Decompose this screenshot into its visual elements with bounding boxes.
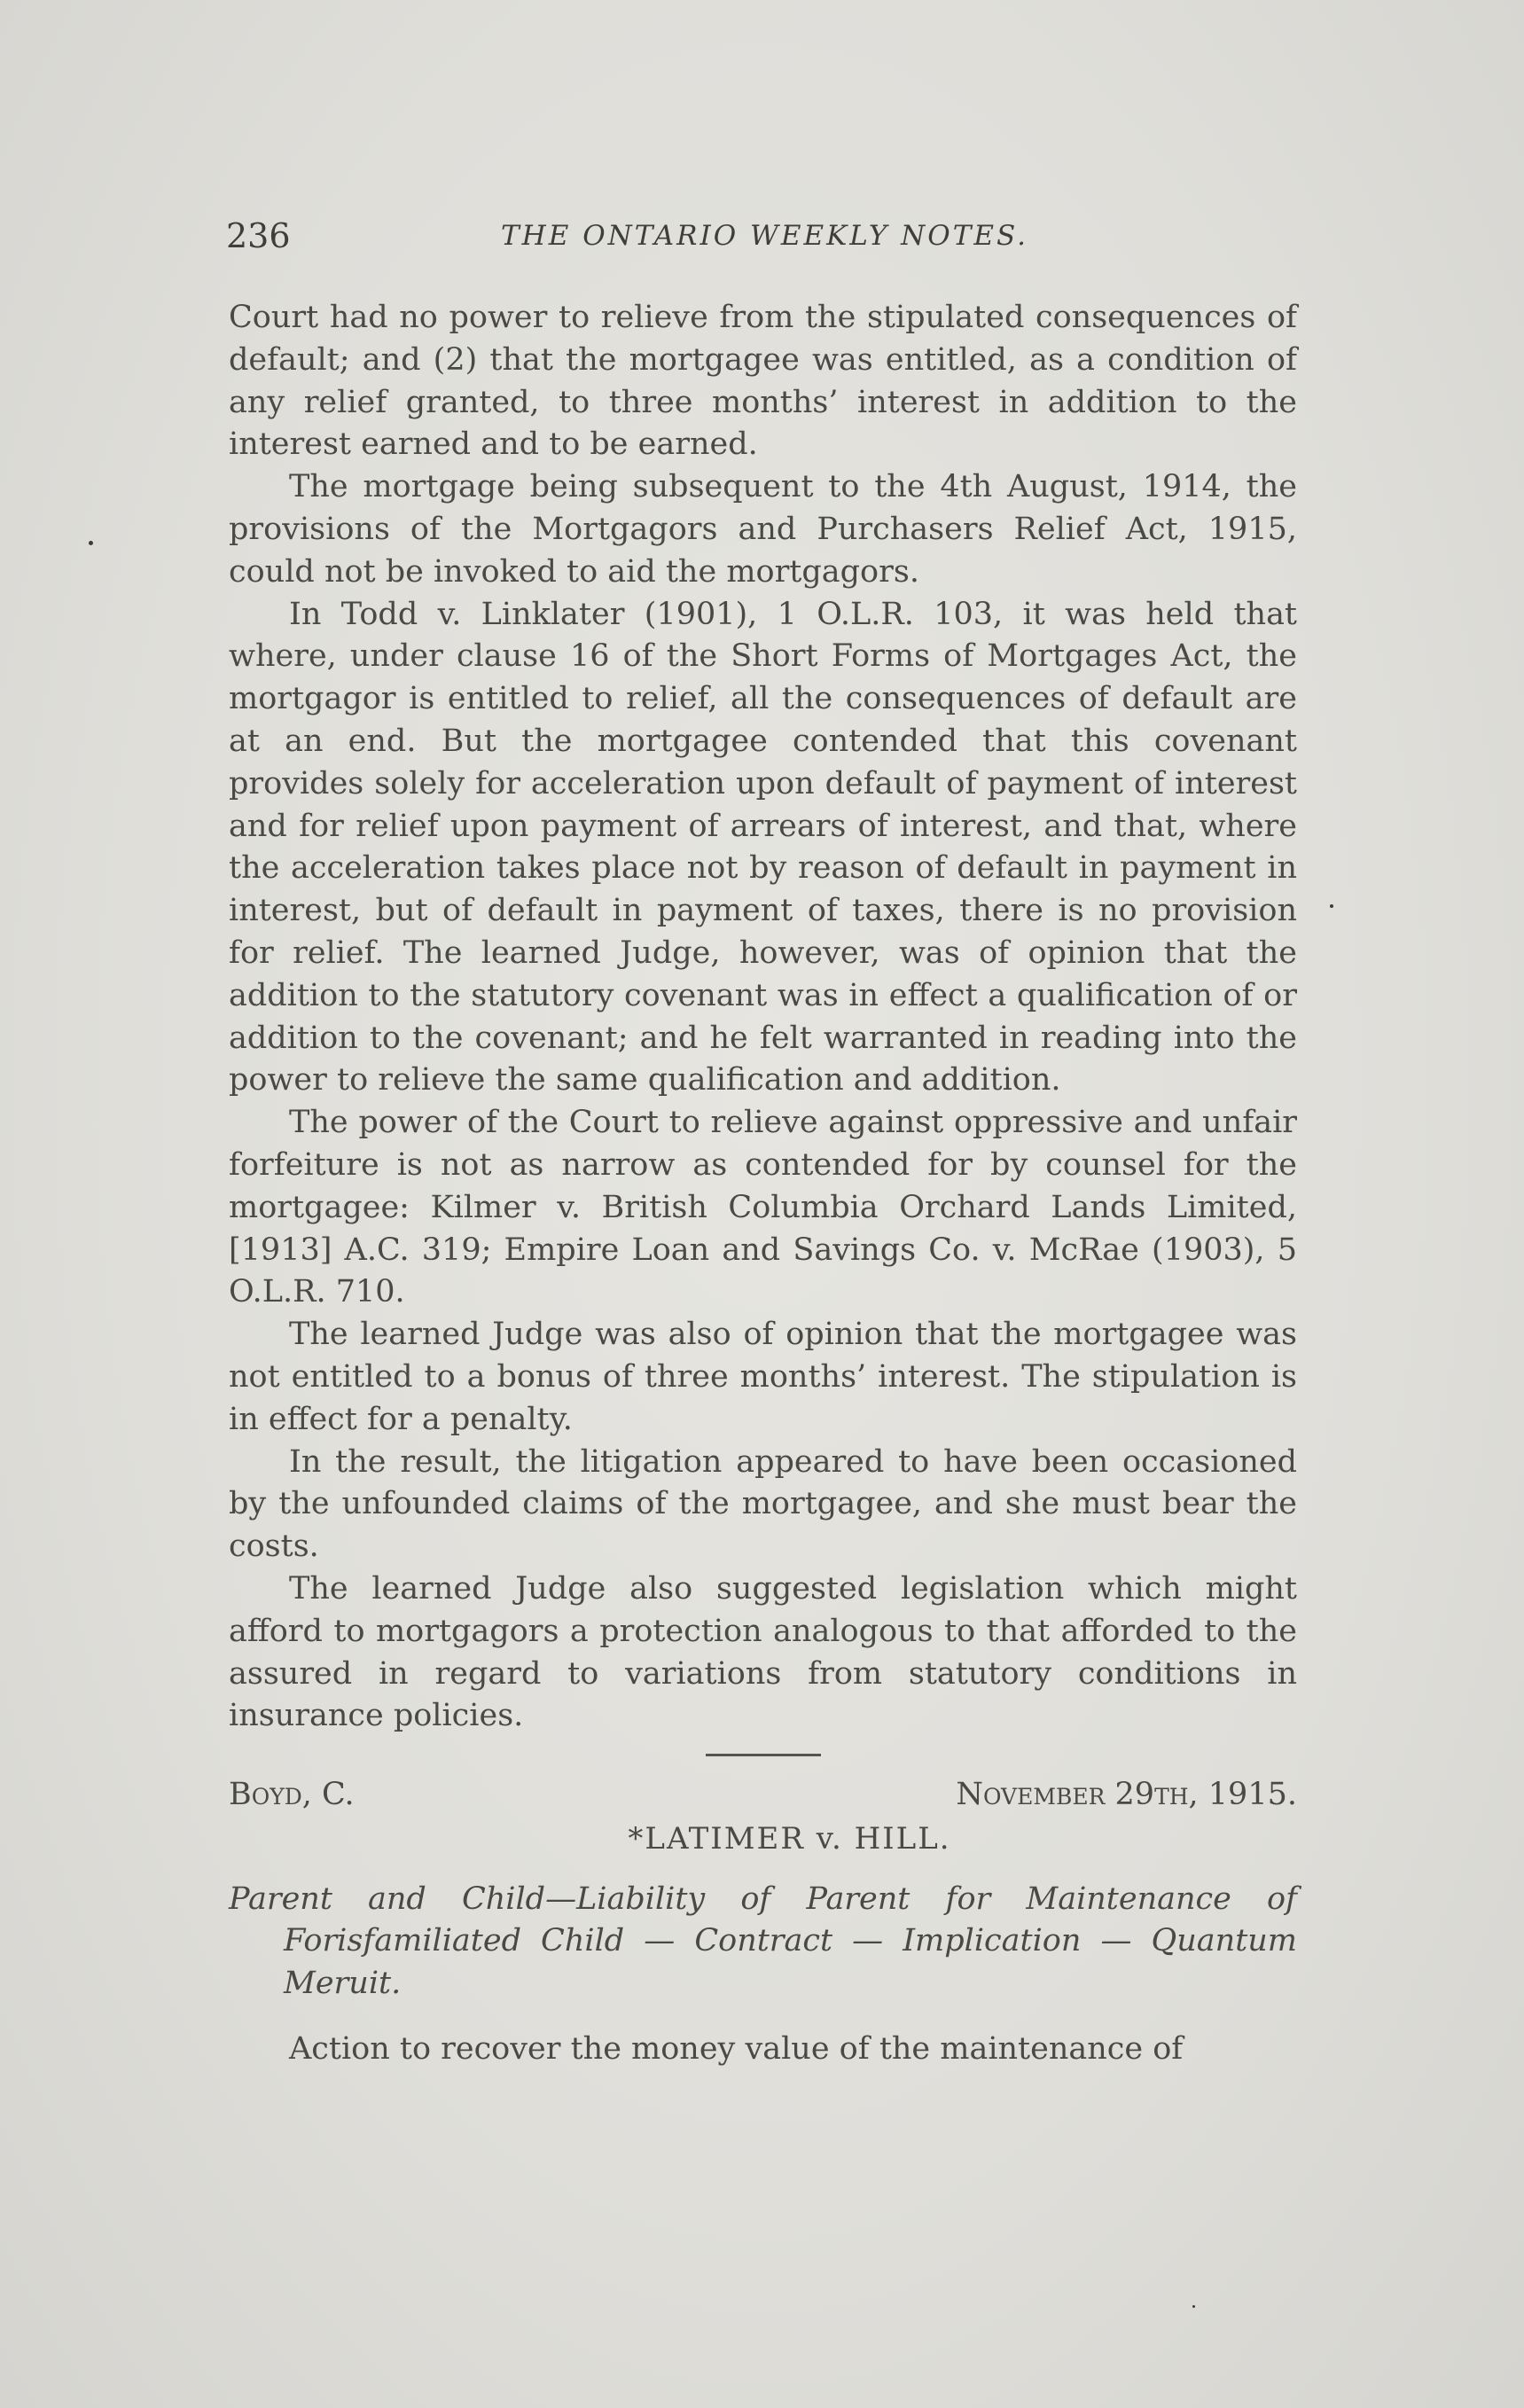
paper-speck — [89, 541, 93, 545]
paragraph: The learned Judge also suggested legislation which might afford to mortgagors a protection analogous to that afforded to the assured in regard to variations from statutory conditions in insurance policies. — [229, 1570, 1297, 1734]
case-headnote: Parent and Child—Liability of Parent for Maintenance of Forisfamiliated Child — Contract — Implication — Quantum Meruit. — [229, 1880, 1297, 2002]
paragraph: Court had no power to relieve from the stipulated consequences of default; and (2) that the mortgagee was entitled, as a condition of any relief granted, to three months’ interest in addition to the interest earned and to be earned. — [229, 300, 1297, 463]
case-judge-date-line — [229, 1774, 1297, 1817]
case-judge: Boyd, C. — [229, 1777, 355, 1813]
paragraph: The mortgage being subsequent to the 4th August, 1914, the provisions of the Mortgagors and Purchasers Relief Act, 1915, could not be invoked to aid the mortgagors. — [229, 469, 1297, 590]
paragraph: In Todd v. Linklater (1901), 1 O.L.R. 103, it was held that where, under clause 16 of the Short Forms of Mortgages Act, the mortgagor is entitled to relief, all the consequences of default are at an end. But the mortgagee contended that this covenant provides solely for acceleration upon default of payment of interest and for relief upon payment of arrears of interest, and that, where the acceleration takes place not by reason of default in payment in interest, but of default in payment of taxes, there is no provision for relief. The learned Judge, however, was of opinion that the addition to the statutory covenant was in effect a qualification of or addition to the covenant; and he felt warranted in reading into the power to relieve the same qualification and addition. — [229, 596, 1297, 1098]
case-date: November 29th, 1915. — [956, 1777, 1297, 1813]
paper-speck — [1330, 904, 1333, 908]
paragraph: The learned Judge was also of opinion that the mortgagee was not entitled to a bonus of three months’ interest. The stipulation is in effect for a penalty. — [229, 1317, 1297, 1437]
paragraph: In the result, the litigation appeared to have been occasioned by the unfounded claims of the mortgagee, and she must bear the costs. — [229, 1443, 1297, 1565]
paragraph: The power of the Court to relieve against oppressive and unfair forfeiture is not as narrow as contended for by counsel for the mortgagee: Kilmer v. British Columbia Orchard Lands Limited, [1913] A.C. 319; Empire Loan and Savings Co. v. McRae (1903), 5 O.L.R. 710. — [229, 1105, 1297, 1310]
paper-speck — [1192, 2305, 1195, 2308]
body-text — [229, 297, 1297, 2071]
case-title: *LATIMER v. HILL. — [628, 1820, 951, 1857]
page-number: 236 — [226, 216, 291, 255]
section-divider — [706, 1754, 821, 1756]
running-title: THE ONTARIO WEEKLY NOTES. — [501, 220, 1028, 252]
case-action-text: Action to recover the money value of the maintenance of — [289, 2031, 1184, 2068]
page-header — [226, 216, 1308, 270]
